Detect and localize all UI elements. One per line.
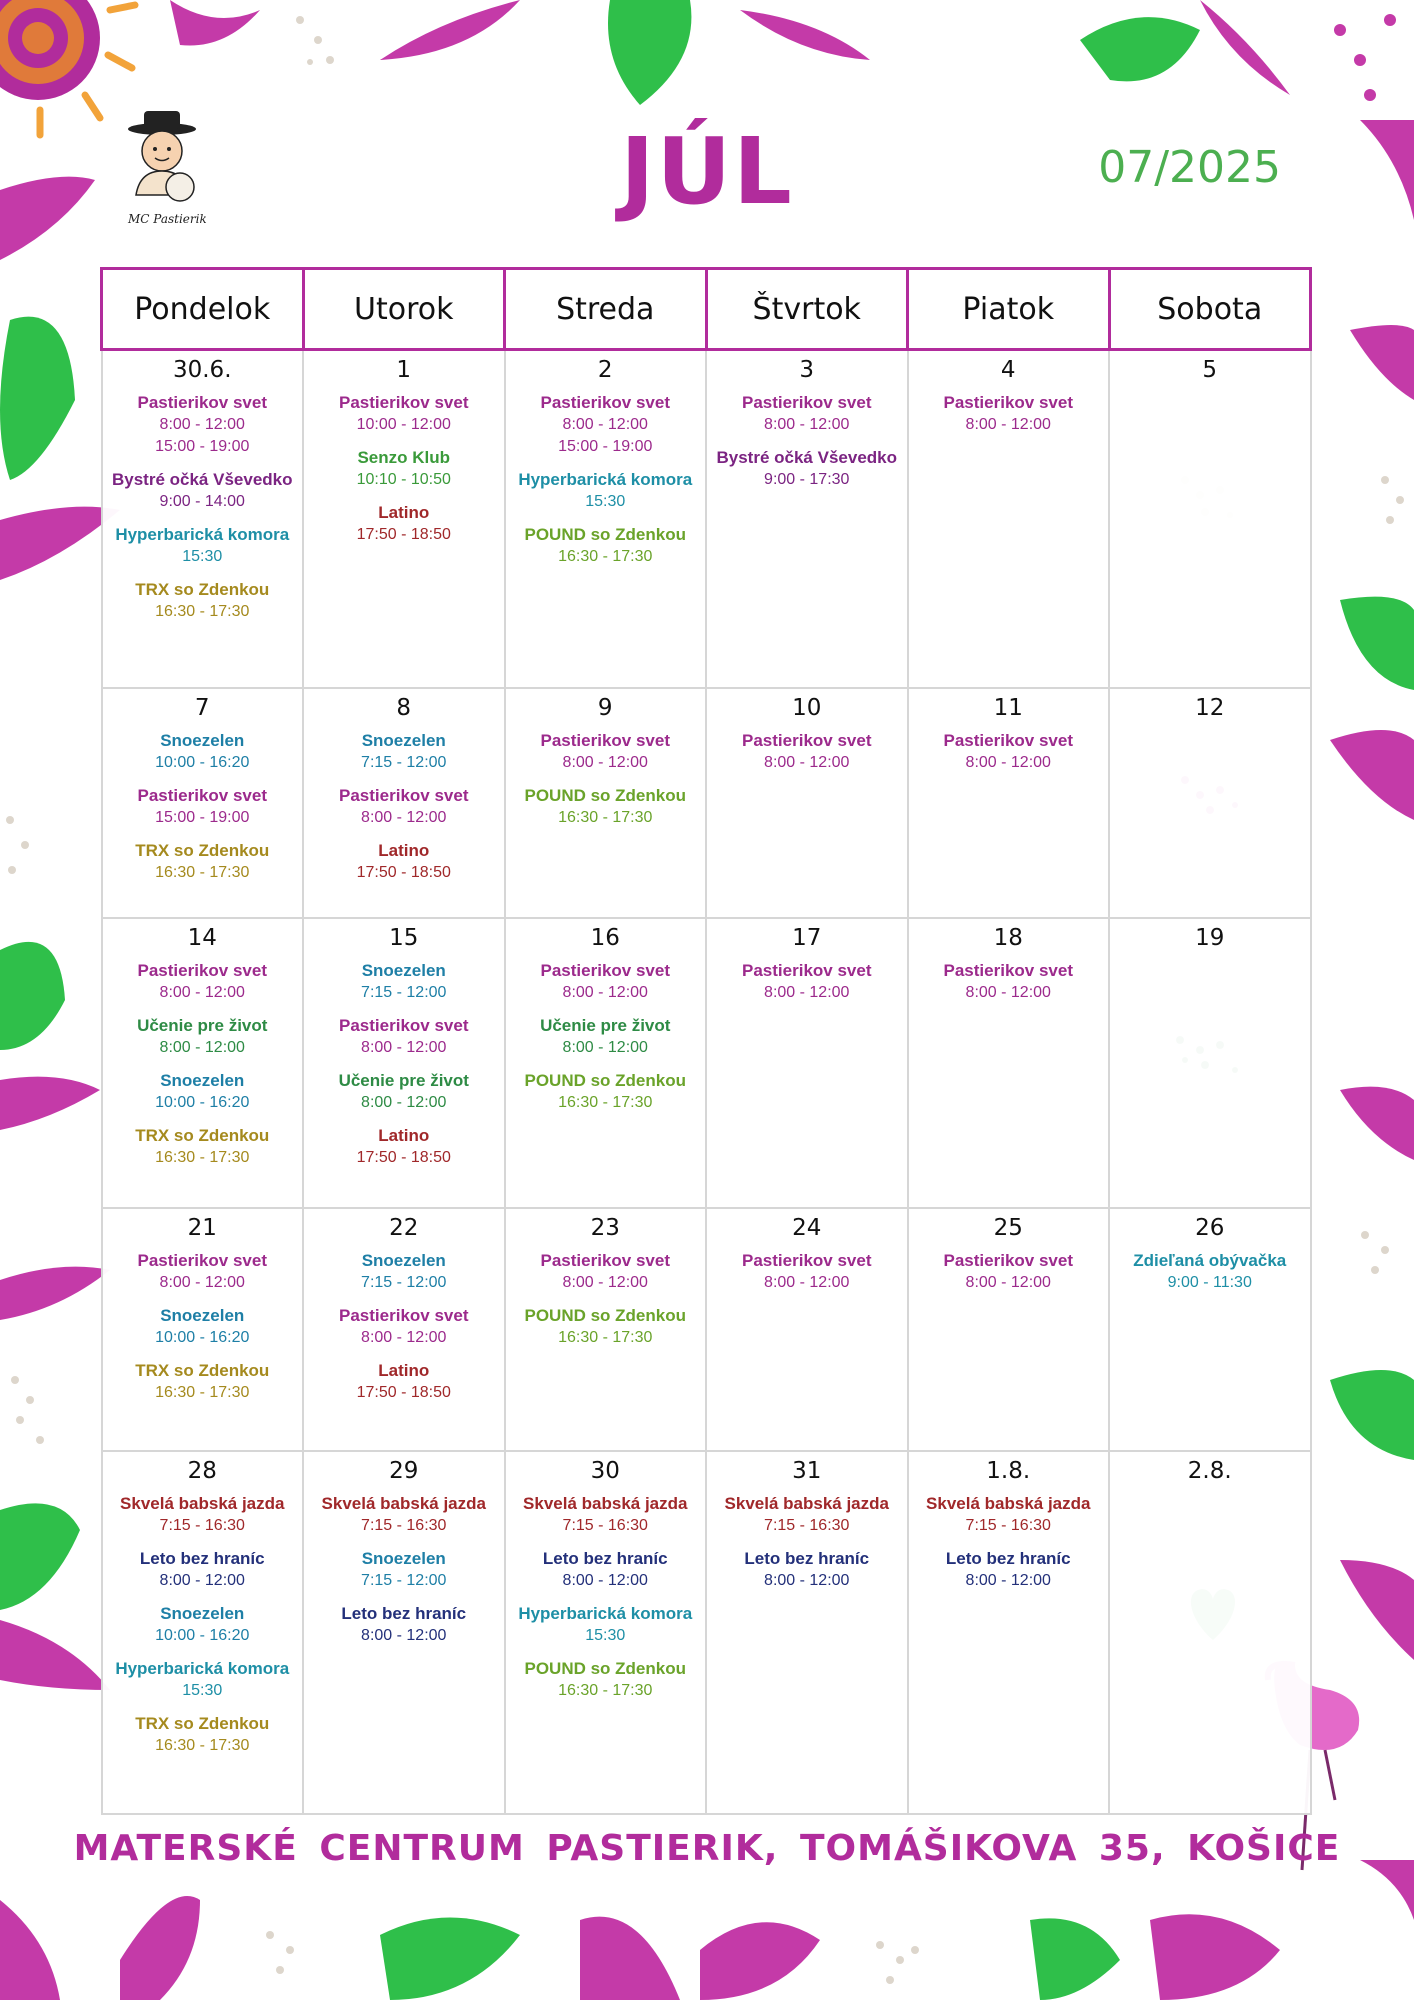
day-number: 19: [1195, 924, 1225, 951]
event-name: Hyperbarická komora: [518, 1603, 693, 1623]
day-cell: [505, 1451, 707, 1814]
event-name: POUND so Zdenkou: [524, 785, 686, 805]
event-name: Pastierikov svet: [943, 960, 1073, 980]
event-time: 15:30: [585, 493, 626, 510]
event-time: 15:30: [585, 1626, 626, 1644]
day-number: 3: [799, 357, 815, 383]
day-cell: [706, 688, 908, 918]
event-item: [508, 1249, 704, 1294]
day-number: 4: [1000, 357, 1016, 383]
day-cell: [908, 688, 1110, 918]
day-number: 15: [389, 924, 419, 951]
event-item: [105, 578, 301, 623]
day-number: 30: [590, 1457, 620, 1484]
event-item: [508, 959, 704, 1004]
day-cell: [303, 1208, 505, 1451]
event-name: Pastierikov svet: [137, 393, 267, 412]
event-item: [105, 729, 301, 774]
day-number: 1.8.: [986, 1457, 1031, 1484]
day-number: 9: [597, 694, 613, 721]
event-name: Skvelá babská jazda: [321, 1493, 486, 1513]
event-name: Snoezelen: [361, 1250, 446, 1270]
event-time: 8:00 - 12:00: [159, 1038, 245, 1056]
event-name: Skvelá babská jazda: [724, 1493, 889, 1513]
event-time: 7:15 - 16:30: [764, 1516, 850, 1534]
event-time: 15:00 - 19:00: [155, 438, 250, 455]
event-time: 8:00 - 12:00: [764, 1571, 850, 1589]
event-time: 10:00 - 16:20: [155, 753, 250, 771]
weekday-header: Sobota: [1109, 269, 1311, 350]
day-cell: [1109, 1208, 1311, 1451]
event-name: Snoezelen: [160, 1305, 245, 1325]
event-time: 8:00 - 12:00: [562, 1273, 648, 1291]
event-item: [508, 1547, 704, 1592]
weekday-header: Piatok: [908, 269, 1110, 350]
event-time: 16:30 - 17:30: [155, 1148, 250, 1166]
event-time: 8:00 - 12:00: [965, 753, 1051, 771]
weekday-header: Streda: [505, 269, 707, 350]
event-item: [306, 391, 502, 436]
event-name: Latino: [378, 503, 430, 522]
weekday-header: Utorok: [303, 269, 505, 350]
event-name: Pastierikov svet: [943, 1250, 1073, 1270]
event-item: [709, 391, 905, 436]
event-item: [911, 391, 1107, 436]
event-item: [306, 1602, 502, 1647]
event-name: Snoezelen: [160, 730, 245, 750]
event-item: [105, 1657, 301, 1702]
event-time: 9:00 - 14:00: [159, 493, 245, 510]
event-name: Pastierikov svet: [943, 393, 1073, 412]
day-cell: [102, 918, 304, 1208]
event-name: Snoezelen: [361, 730, 446, 750]
event-item: [105, 1602, 301, 1647]
day-cell: [706, 918, 908, 1208]
day-cell: [505, 1208, 707, 1451]
event-name: Pastierikov svet: [742, 960, 872, 980]
event-name: Pastierikov svet: [742, 393, 872, 412]
day-cell: [303, 350, 505, 688]
month-code: 07/2025: [1098, 142, 1281, 193]
event-name: Pastierikov svet: [339, 393, 469, 412]
event-time: 8:00 - 12:00: [361, 1328, 447, 1346]
event-time: 7:15 - 16:30: [361, 1516, 447, 1534]
day-cell: [505, 688, 707, 918]
event-item: [911, 1249, 1107, 1294]
day-number: 26: [1195, 1214, 1225, 1241]
event-item: [105, 1547, 301, 1592]
event-time: 16:30 - 17:30: [155, 603, 250, 620]
day-number: 21: [187, 1214, 217, 1241]
day-cell: [102, 1451, 304, 1814]
event-name: POUND so Zdenkou: [524, 1070, 686, 1090]
event-name: Hyperbarická komora: [115, 1658, 290, 1678]
event-item: [709, 446, 905, 491]
event-time: 8:00 - 12:00: [965, 1571, 1051, 1589]
event-time: 17:50 - 18:50: [356, 526, 451, 543]
event-time: 8:00 - 12:00: [159, 1571, 245, 1589]
event-time: 15:30: [182, 1681, 223, 1699]
event-name: Bystré očká Vševedko: [716, 448, 897, 467]
event-time: 7:15 - 12:00: [361, 983, 447, 1001]
week-row: [102, 1451, 1311, 1814]
day-number: 16: [590, 924, 620, 951]
event-name: Pastierikov svet: [742, 1250, 872, 1270]
event-name: Snoezelen: [160, 1070, 245, 1090]
event-item: [508, 784, 704, 829]
event-item: [105, 523, 301, 568]
event-item: [709, 1249, 905, 1294]
day-number: 25: [993, 1214, 1023, 1241]
event-time: 8:00 - 12:00: [965, 416, 1051, 433]
event-item: [306, 1014, 502, 1059]
event-name: Skvelá babská jazda: [926, 1493, 1091, 1513]
event-time: 10:00 - 16:20: [155, 1328, 250, 1346]
day-cell: [102, 350, 304, 688]
day-cell: [505, 350, 707, 688]
event-item: [508, 523, 704, 568]
day-number: 2.8.: [1187, 1457, 1232, 1484]
day-number: 7: [194, 694, 210, 721]
day-cell: [706, 1208, 908, 1451]
footer-address: MATERSKÉ CENTRUM PASTIERIK, TOMÁŠIKOVA 35, KOŠICE: [73, 1828, 1341, 1869]
day-number: 14: [187, 924, 217, 951]
event-item: [508, 468, 704, 513]
weekday-header: Pondelok: [102, 269, 304, 350]
event-time: 10:00 - 12:00: [356, 416, 451, 433]
event-time: 7:15 - 12:00: [361, 1571, 447, 1589]
day-number: 2: [597, 357, 613, 383]
event-name: Leto bez hraníc: [542, 1548, 668, 1568]
event-time: 8:00 - 12:00: [764, 753, 850, 771]
event-item: [105, 1304, 301, 1349]
event-time: 16:30 - 17:30: [155, 1383, 250, 1401]
event-time: 8:00 - 12:00: [764, 983, 850, 1001]
event-time: 8:00 - 12:00: [361, 808, 447, 826]
event-item: [709, 959, 905, 1004]
event-name: TRX so Zdenkou: [135, 580, 270, 599]
day-cell: [908, 918, 1110, 1208]
event-time: 8:00 - 12:00: [562, 1038, 648, 1056]
event-item: [709, 1547, 905, 1592]
day-number: 24: [792, 1214, 822, 1241]
event-time: 17:50 - 18:50: [356, 1383, 451, 1401]
logo-text: MC Pastierik: [128, 212, 207, 226]
event-time: 8:00 - 12:00: [361, 1093, 447, 1111]
sun-icon: [0, 0, 135, 135]
day-cell: [102, 688, 304, 918]
event-name: Pastierikov svet: [137, 785, 267, 805]
event-time: 15:00 - 19:00: [558, 438, 653, 455]
event-name: Snoezelen: [160, 1603, 245, 1623]
event-name: Pastierikov svet: [540, 730, 670, 750]
event-time: 16:30 - 17:30: [558, 808, 653, 826]
event-item: [105, 784, 301, 829]
event-name: Leto bez hraníc: [139, 1548, 265, 1568]
event-time: 8:00 - 12:00: [764, 1273, 850, 1291]
day-number: 31: [792, 1457, 822, 1484]
event-time: 15:30: [182, 548, 223, 565]
event-time: 8:00 - 12:00: [562, 416, 648, 433]
event-item: [306, 1304, 502, 1349]
event-time: 8:00 - 12:00: [965, 1273, 1051, 1291]
event-name: POUND so Zdenkou: [524, 525, 686, 544]
event-name: Pastierikov svet: [943, 730, 1073, 750]
event-item: [306, 784, 502, 829]
event-name: Snoezelen: [361, 1548, 446, 1568]
event-name: Pastierikov svet: [339, 1305, 469, 1325]
event-time: 10:00 - 16:20: [155, 1626, 250, 1644]
event-item: [105, 391, 301, 458]
event-time: 16:30 - 17:30: [558, 1093, 653, 1111]
event-item: [105, 1069, 301, 1114]
event-item: [105, 1249, 301, 1294]
weekday-header-row: [102, 269, 1311, 350]
event-time: 9:00 - 11:30: [1167, 1273, 1252, 1291]
event-item: [105, 468, 301, 513]
event-time: 8:00 - 12:00: [159, 416, 245, 433]
event-name: Bystré očká Vševedko: [112, 470, 293, 489]
day-number: 8: [396, 694, 412, 721]
day-cell: [505, 918, 707, 1208]
event-item: [911, 1492, 1107, 1537]
event-name: Leto bez hraníc: [945, 1548, 1071, 1568]
day-cell: [908, 1208, 1110, 1451]
event-time: 16:30 - 17:30: [558, 548, 653, 565]
event-time: 8:00 - 12:00: [562, 983, 648, 1001]
day-number: 1: [396, 357, 412, 383]
event-time: 17:50 - 18:50: [356, 863, 451, 881]
event-name: Pastierikov svet: [339, 785, 469, 805]
event-item: [508, 1492, 704, 1537]
day-number: 17: [792, 924, 822, 951]
event-name: Leto bez hraníc: [744, 1548, 870, 1568]
calendar-grid: [100, 267, 1312, 1815]
event-item: [306, 446, 502, 491]
event-item: [508, 1304, 704, 1349]
event-name: Pastierikov svet: [540, 960, 670, 980]
day-cell: [1109, 688, 1311, 918]
event-time: 8:00 - 12:00: [159, 1273, 245, 1291]
event-name: Učenie pre život: [137, 1015, 268, 1035]
event-name: Pastierikov svet: [137, 1250, 267, 1270]
event-time: 16:30 - 17:30: [155, 1736, 250, 1754]
event-name: Skvelá babská jazda: [120, 1493, 285, 1513]
event-name: Učenie pre život: [338, 1070, 469, 1090]
event-item: [105, 1124, 301, 1169]
event-item: [508, 729, 704, 774]
event-name: TRX so Zdenkou: [135, 1713, 270, 1733]
event-item: [105, 1492, 301, 1537]
day-number: 5: [1202, 357, 1218, 383]
event-time: 8:00 - 12:00: [764, 416, 850, 433]
event-item: [508, 1014, 704, 1059]
event-item: [105, 1014, 301, 1059]
day-cell: [303, 1451, 505, 1814]
day-cell: [706, 1451, 908, 1814]
day-number: 30.6.: [172, 357, 232, 383]
event-name: Pastierikov svet: [540, 1250, 670, 1270]
event-time: 16:30 - 17:30: [558, 1681, 653, 1699]
event-time: 8:00 - 12:00: [361, 1038, 447, 1056]
event-time: 8:00 - 12:00: [159, 983, 245, 1001]
event-name: TRX so Zdenkou: [135, 840, 270, 860]
day-cell: [1109, 918, 1311, 1208]
event-name: POUND so Zdenkou: [524, 1658, 686, 1678]
event-name: POUND so Zdenkou: [524, 1305, 686, 1325]
event-name: Skvelá babská jazda: [523, 1493, 688, 1513]
weekday-header: Štvrtok: [706, 269, 908, 350]
event-name: Hyperbarická komora: [518, 470, 693, 489]
event-time: 10:10 - 10:50: [356, 471, 451, 488]
event-item: [508, 1657, 704, 1702]
day-cell: [303, 688, 505, 918]
event-time: 7:15 - 12:00: [361, 753, 447, 771]
event-time: 16:30 - 17:30: [155, 863, 250, 881]
event-time: 10:00 - 16:20: [155, 1093, 250, 1111]
event-item: [105, 1712, 301, 1757]
day-number: 28: [187, 1457, 217, 1484]
day-number: 10: [792, 694, 822, 721]
event-name: Leto bez hraníc: [341, 1603, 467, 1623]
day-number: 18: [993, 924, 1023, 951]
event-time: 17:50 - 18:50: [356, 1148, 451, 1166]
day-cell: [102, 1208, 304, 1451]
day-cell: [303, 918, 505, 1208]
day-number: 22: [389, 1214, 419, 1241]
event-item: [1112, 1249, 1308, 1294]
event-time: 8:00 - 12:00: [562, 753, 648, 771]
event-time: 8:00 - 12:00: [361, 1626, 447, 1644]
event-time: 7:15 - 16:30: [159, 1516, 245, 1534]
day-number: 11: [993, 694, 1023, 721]
event-item: [306, 1492, 502, 1537]
week-row: [102, 688, 1311, 918]
event-time: 8:00 - 12:00: [965, 983, 1051, 1001]
event-item: [306, 1124, 502, 1169]
event-name: Latino: [378, 840, 430, 860]
event-time: 15:00 - 19:00: [155, 808, 250, 826]
event-item: [306, 1069, 502, 1114]
event-name: Hyperbarická komora: [115, 525, 290, 544]
event-name: Zdieľaná obývačka: [1133, 1250, 1287, 1270]
event-item: [709, 729, 905, 774]
event-time: 7:15 - 16:30: [562, 1516, 648, 1534]
month-title: JÚL: [620, 118, 794, 225]
day-number: 29: [389, 1457, 419, 1484]
day-number: 23: [590, 1214, 620, 1241]
event-item: [105, 959, 301, 1004]
event-item: [306, 959, 502, 1004]
event-time: 7:15 - 12:00: [361, 1273, 447, 1291]
event-item: [709, 1492, 905, 1537]
event-item: [105, 1359, 301, 1404]
event-name: Pastierikov svet: [742, 730, 872, 750]
week-row: [102, 918, 1311, 1208]
event-item: [306, 501, 502, 546]
event-name: Latino: [378, 1125, 430, 1145]
event-item: [306, 729, 502, 774]
event-name: Latino: [378, 1360, 430, 1380]
day-cell: [1109, 350, 1311, 688]
event-name: Pastierikov svet: [339, 1015, 469, 1035]
event-item: [911, 1547, 1107, 1592]
event-name: TRX so Zdenkou: [135, 1360, 270, 1380]
event-name: Učenie pre život: [540, 1015, 671, 1035]
day-cell: [908, 1451, 1110, 1814]
event-item: [306, 839, 502, 884]
week-row: [102, 350, 1311, 688]
event-time: 16:30 - 17:30: [558, 1328, 653, 1346]
event-time: 7:15 - 16:30: [965, 1516, 1051, 1534]
event-item: [306, 1249, 502, 1294]
event-time: 8:00 - 12:00: [562, 1571, 648, 1589]
event-item: [911, 729, 1107, 774]
event-time: 9:00 - 17:30: [764, 471, 850, 488]
event-item: [105, 839, 301, 884]
event-item: [508, 1602, 704, 1647]
day-number: 12: [1195, 694, 1225, 721]
event-item: [508, 391, 704, 458]
event-item: [911, 959, 1107, 1004]
event-item: [508, 1069, 704, 1114]
day-cell: [1109, 1451, 1311, 1814]
event-name: TRX so Zdenkou: [135, 1125, 270, 1145]
event-name: Snoezelen: [361, 960, 446, 980]
event-name: Senzo Klub: [357, 448, 451, 467]
event-item: [306, 1359, 502, 1404]
day-cell: [706, 350, 908, 688]
event-name: Pastierikov svet: [540, 393, 670, 412]
week-row: [102, 1208, 1311, 1451]
event-name: Pastierikov svet: [137, 960, 267, 980]
day-cell: [908, 350, 1110, 688]
event-item: [306, 1547, 502, 1592]
